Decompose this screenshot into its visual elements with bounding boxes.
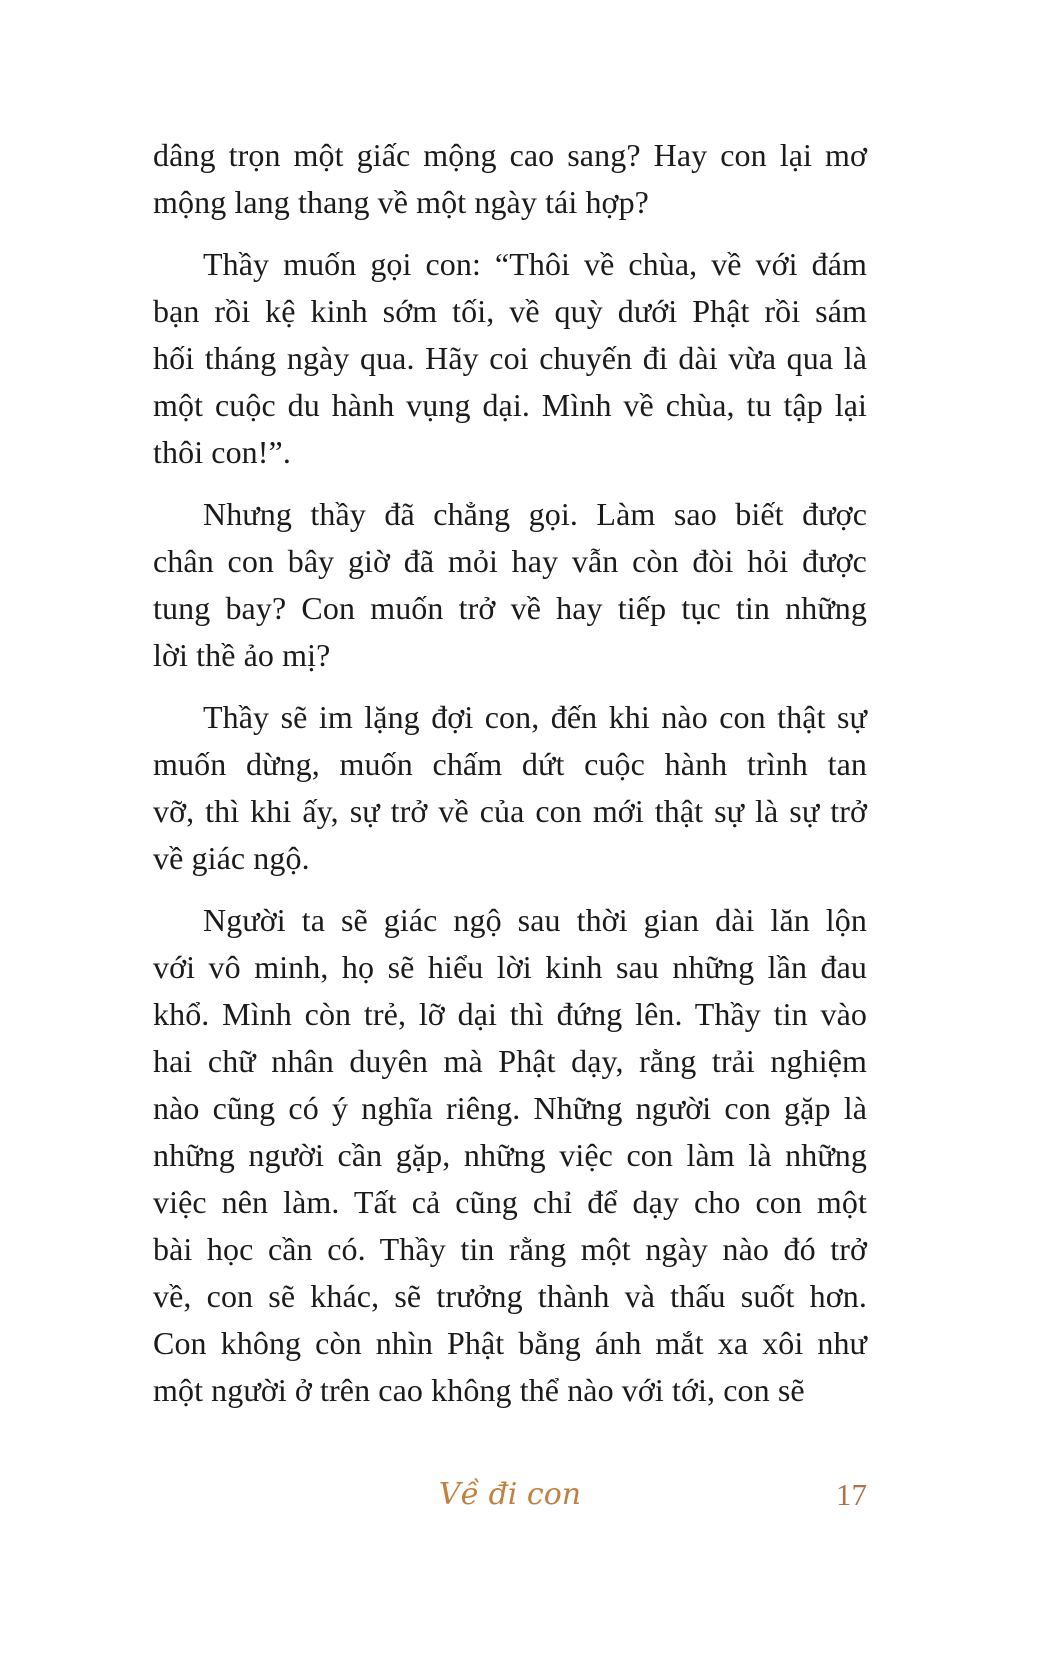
text-line: hối tháng ngày qua. Hãy coi chuyến đi dài vừa qua là: [153, 340, 867, 376]
paragraph: [153, 491, 867, 679]
text-line: tung bay? Con muốn trở về hay tiếp tục tin những: [153, 590, 867, 626]
page-text: [153, 132, 867, 1414]
text-line: muốn dừng, muốn chấm dứt cuộc hành trình tan: [153, 746, 867, 782]
paragraph: [153, 897, 867, 1414]
paragraph: [153, 132, 867, 226]
text-line: khổ. Mình còn trẻ, lỡ dại thì đứng lên. Thầy tin vào: [153, 996, 867, 1032]
text-line: những người cần gặp, những việc con làm là những: [153, 1137, 867, 1173]
text-line: với vô minh, họ sẽ hiểu lời kinh sau những lần đau: [153, 949, 867, 985]
text-line: một cuộc du hành vụng dại. Mình về chùa, tu tập lại: [153, 387, 867, 423]
text-line: Con không còn nhìn Phật bằng ánh mắt xa xôi như: [153, 1325, 867, 1361]
text-line: việc nên làm. Tất cả cũng chỉ để dạy cho con một: [153, 1184, 867, 1220]
text-line: Nhưng thầy đã chẳng gọi. Làm sao biết được: [203, 496, 867, 532]
text-line: mộng lang thang về một ngày tái hợp?: [153, 184, 649, 220]
text-line: vỡ, thì khi ấy, sự trở về của con mới thật sự là sự trở: [153, 793, 867, 829]
book-title-footer: Về đi con: [438, 1477, 582, 1512]
text-line: một người ở trên cao không thể nào với tới, con sẽ: [153, 1372, 805, 1408]
text-line: bạn rồi kệ kinh sớm tối, về quỳ dưới Phật rồi sám: [153, 293, 867, 329]
paragraph: [153, 694, 867, 882]
text-line: về, con sẽ khác, sẽ trưởng thành và thấu suốt hơn.: [153, 1278, 867, 1314]
paragraph: [153, 241, 867, 476]
text-line: Người ta sẽ giác ngộ sau thời gian dài lăn lộn: [203, 902, 867, 938]
page-number: 17: [836, 1477, 867, 1512]
text-line: thôi con!”.: [153, 434, 291, 470]
text-line: lời thề ảo mị?: [153, 637, 331, 673]
text-line: chân con bây giờ đã mỏi hay vẫn còn đòi hỏi được: [153, 543, 867, 579]
text-line: Thầy sẽ im lặng đợi con, đến khi nào con thật sự: [203, 699, 867, 735]
text-line: nào cũng có ý nghĩa riêng. Những người con gặp là: [153, 1090, 867, 1126]
text-line: về giác ngộ.: [153, 840, 310, 876]
text-line: dâng trọn một giấc mộng cao sang? Hay con lại mơ: [153, 137, 867, 173]
text-line: Thầy muốn gọi con: “Thôi về chùa, về với đám: [203, 246, 867, 282]
text-line: hai chữ nhân duyên mà Phật dạy, rằng trải nghiệm: [153, 1043, 867, 1079]
running-footer: [153, 1472, 867, 1518]
text-line: bài học cần có. Thầy tin rằng một ngày nào đó trở: [153, 1231, 867, 1267]
